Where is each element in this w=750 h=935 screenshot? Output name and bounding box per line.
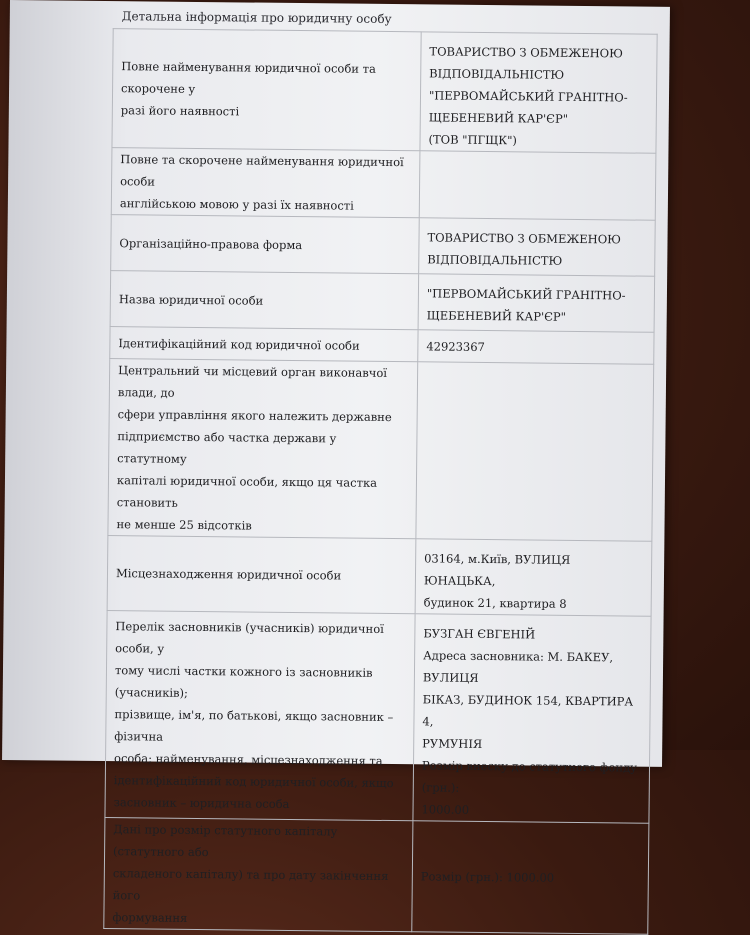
document-page [2,0,670,925]
label-line: Ідентифікаційний код юридичної особи [118,335,360,353]
label-line: не менше 25 відсотків [116,517,252,533]
row-label [104,818,413,932]
label-line: Місцезнаходження юридичної особи [115,566,342,583]
label-line: особа; найменування, місцезнаходження та [113,751,383,768]
label-line: капіталі юридичної особи, якщо ця частка становить [116,473,378,510]
table-row [104,818,649,935]
value-line: ТОВАРИСТВО З ОБМЕЖЕНОЮ [427,230,621,247]
value-line: (ТОВ "ПГЩК") [428,132,518,148]
row-value [418,330,654,364]
label-line: Дані про розмір статутного капіталу (статутного або [113,822,338,860]
legal-entity-table [103,28,657,935]
value-line: РУМУНІЯ [422,736,483,751]
value-line: "ПЕРВОМАЙСЬКИЙ ГРАНІТНО- [426,286,626,303]
value-line: Розмір (грн.): 1000.00 [420,869,555,885]
label-line: Перелік засновників (учасників) юридичної особи, у [115,619,384,656]
label-line: Назва юридичної особи [118,291,264,308]
value-line: Адреса засновника: М. БАКЕУ, ВУЛИЦЯ [422,648,614,685]
value-line: ВІДПОВІДАЛЬНІСТЮ [427,252,563,268]
label-line: сфери управління якого належить державне [117,407,392,425]
row-label [112,29,421,151]
row-value [418,274,655,332]
label-line: Організаційно-правова форма [119,235,303,252]
row-label [107,536,416,614]
row-label [110,327,418,362]
label-line: складеного капіталу) та про дату закінчення його [112,866,389,903]
table-row [112,29,657,154]
value-line: Розмір внеску до статутного фонду (грн.): [421,758,638,795]
value-line: ТОВАРИСТВО З ОБМЕЖЕНОЮ [429,44,623,61]
row-value [419,151,656,220]
label-line: формування [112,910,188,925]
value-line: будинок 21, квартира 8 [423,595,567,611]
row-value [412,821,649,934]
label-line: разі його наявності [120,103,240,119]
document-header: Детальна інформація про юридичну особу [121,9,392,26]
table-row [108,359,654,542]
value-line: 42923367 [426,338,485,354]
row-value [419,218,656,276]
row-value [416,362,654,541]
row-label [111,215,420,274]
row-value [413,614,651,823]
label-line: англійською мовою у разі їх наявності [119,196,354,213]
value-line: "ПЕРВОМАЙСЬКИЙ ГРАНІТНО- [428,88,628,105]
table-row [107,536,652,617]
table-row [111,215,656,277]
table-row [111,148,656,221]
value-line: 1000.00 [421,802,470,817]
row-label [111,148,420,218]
value-line: ЩЕБЕНЕВИЙ КАР'ЄР" [426,308,567,324]
table-row [110,271,655,333]
label-line: Центральний чи місцевий орган виконавчої влади, до [117,363,388,400]
label-line: прізвище, ім'я, по батькові, якщо засновник – фізична [114,707,394,744]
value-line: БІКАЗ, БУДИНОК 154, КВАРТИРА 4, [422,692,634,729]
row-label [108,359,418,539]
row-value [420,32,657,153]
label-line: засновник – юридична особа [113,795,290,811]
value-line: ЩЕБЕНЕВИЙ КАР'ЄР" [428,110,569,126]
row-label [110,271,419,330]
label-line: Повне найменування юридичної особи та скорочене у [121,59,376,96]
label-line: Повне та скорочене найменування юридичної особи [120,152,404,189]
label-line: ідентифікаційний код юридичної особи, якщо [113,773,394,791]
row-label [105,611,415,821]
value-line: ВІДПОВІДАЛЬНІСТЮ [429,66,565,82]
label-line: тому числі частки кожного із засновників (учасників); [114,663,373,700]
label-line: підприємство або частка держави у статутному [117,429,337,466]
value-line: 03164, м.Київ, ВУЛИЦЯ ЮНАЦЬКА, [423,551,571,589]
table-row [105,611,651,824]
row-value [415,539,652,616]
value-line: БУЗГАН ЄВГЕНІЙ [423,626,536,642]
